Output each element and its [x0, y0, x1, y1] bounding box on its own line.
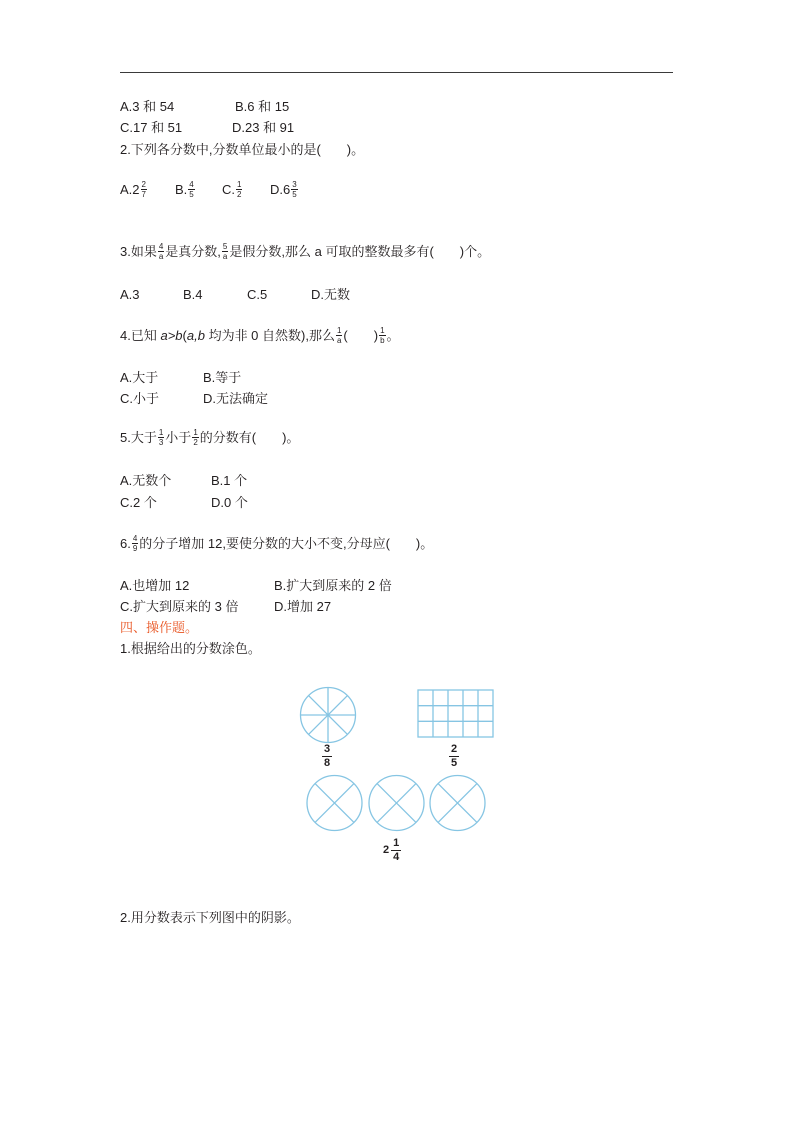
numerator: 2 — [141, 180, 146, 190]
q1-option-a: A.3 和 54 — [120, 99, 175, 114]
numerator: 3 — [292, 180, 297, 190]
stem-text: ( — [182, 328, 187, 343]
q3-option-b: B.4 — [183, 287, 203, 302]
q4-option-a: A.大于 — [120, 370, 159, 385]
denominator: a — [158, 252, 164, 262]
denominator: b — [380, 336, 385, 346]
grid-fifteen-cells — [418, 690, 493, 737]
denominator: 5 — [292, 190, 297, 200]
denominator: 7 — [141, 190, 146, 200]
numerator: 4 — [158, 242, 164, 252]
q6-option-b: B.扩大到原来的 2 倍 — [274, 578, 392, 593]
q2-option-b — [175, 180, 196, 200]
stem-text: 5.大于 — [120, 430, 157, 445]
header-rule — [120, 72, 673, 73]
fraction — [449, 744, 459, 769]
label-three-eighths — [322, 744, 332, 769]
section-heading: 四、操作题。 — [120, 620, 199, 635]
stem-text: 。 — [386, 328, 400, 343]
option-label: A.2 — [120, 182, 140, 197]
stem-text: 4.已知 — [120, 328, 161, 343]
q3-option-c: C.5 — [247, 287, 268, 302]
q5-stem — [120, 428, 299, 448]
numerator: 4 — [132, 534, 138, 544]
q3-option-a: A.3 — [120, 287, 140, 302]
task2-stem: 2.用分数表示下列图中的阴影。 — [120, 910, 300, 925]
fraction — [236, 180, 242, 199]
fraction — [222, 242, 228, 261]
q2-option-d — [270, 180, 299, 200]
q3-stem — [120, 242, 490, 262]
stem-text: 是真分数, — [165, 244, 221, 259]
q5-option-b: B.1 个 — [211, 473, 248, 488]
numerator: 4 — [189, 180, 194, 190]
whole-number: 2 — [383, 844, 390, 856]
fraction — [391, 838, 401, 863]
fraction — [158, 428, 164, 447]
fraction — [291, 180, 297, 199]
q4-option-b: B.等于 — [203, 370, 242, 385]
q6-stem — [120, 534, 433, 554]
q1-option-c: C.17 和 51 — [120, 120, 183, 135]
q6-option-a: A.也增加 12 — [120, 578, 190, 593]
numerator: 3 — [324, 743, 331, 755]
option-label: D.6 — [270, 182, 291, 197]
stem-text: 小于 — [165, 430, 192, 445]
q5-option-a: A.无数个 — [120, 473, 172, 488]
circles-quarters — [307, 776, 485, 831]
numerator: 1 — [158, 428, 164, 438]
fraction — [379, 326, 385, 345]
stem-italic: a,b — [186, 328, 205, 343]
q2-option-c — [222, 180, 243, 200]
fraction — [336, 326, 342, 345]
stem-text: 的分子增加 12,要使分数的大小不变,分母应( )。 — [139, 536, 434, 551]
grid-outline — [418, 690, 493, 737]
q6-option-c: C.扩大到原来的 3 倍 — [120, 599, 239, 614]
numerator: 1 — [237, 180, 242, 190]
q4-option-d: D.无法确定 — [203, 391, 269, 406]
q5-option-d: D.0 个 — [211, 495, 248, 510]
q1-option-b: B.6 和 15 — [235, 99, 290, 114]
denominator: a — [336, 336, 342, 346]
fraction — [192, 428, 198, 447]
option-label: C. — [222, 182, 235, 197]
task1-stem: 1.根据给出的分数涂色。 — [120, 641, 261, 656]
numerator: 1 — [193, 428, 198, 438]
denominator: 2 — [237, 190, 242, 200]
q4-stem — [120, 326, 400, 346]
stem-text: 均为非 0 自然数),那么 — [204, 328, 335, 343]
q3-option-d: D.无数 — [311, 287, 351, 302]
denominator: 9 — [132, 544, 138, 554]
answer-blank: ( ) — [343, 328, 379, 343]
fraction — [322, 744, 332, 769]
stem-italic: a>b — [160, 328, 183, 343]
stem-text: 3.如果 — [120, 244, 157, 259]
fraction — [188, 180, 194, 199]
fraction — [158, 242, 164, 261]
numerator: 1 — [380, 326, 385, 336]
stem-text: 的分数有( )。 — [199, 430, 300, 445]
q1-option-d: D.23 和 91 — [232, 120, 295, 135]
q6-option-d: D.增加 27 — [274, 599, 332, 614]
denominator: 4 — [393, 851, 400, 863]
option-label: B. — [175, 182, 188, 197]
denominator: 5 — [451, 757, 458, 769]
stem-text: 是假分数,那么 a 可取的整数最多有( )个。 — [229, 244, 491, 259]
label-two-fifths — [449, 744, 459, 769]
numerator: 2 — [451, 743, 458, 755]
numerator: 1 — [336, 326, 342, 336]
denominator: a — [222, 252, 228, 262]
denominator: 5 — [189, 190, 194, 200]
q5-option-c: C.2 个 — [120, 495, 157, 510]
denominator: 2 — [193, 438, 198, 448]
circle-eighths — [301, 688, 356, 743]
denominator: 3 — [158, 438, 164, 448]
fraction — [132, 534, 138, 553]
numerator: 5 — [222, 242, 228, 252]
fraction — [141, 180, 147, 199]
label-two-and-one-quarter — [383, 838, 401, 863]
q2-stem: 2.下列各分数中,分数单位最小的是( )。 — [120, 142, 365, 157]
numerator: 1 — [393, 837, 400, 849]
stem-text: 6. — [120, 536, 131, 551]
q4-option-c: C.小于 — [120, 391, 160, 406]
denominator: 8 — [324, 757, 331, 769]
q2-option-a — [120, 180, 148, 200]
